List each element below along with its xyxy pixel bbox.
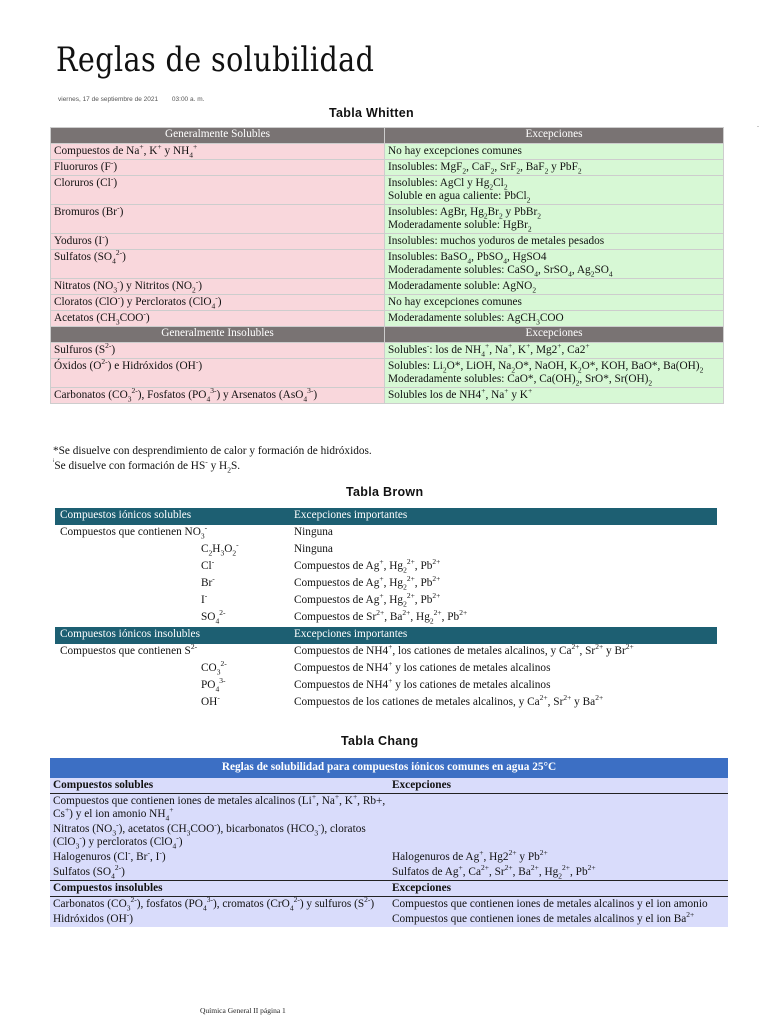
chang-title-row: [50, 758, 728, 778]
whitten-cell: Insolubles: muchos yoduros de metales pesados: [385, 234, 724, 250]
brown-cell: Compuestos de $Sr^{2+}$, $Ba^{2+}$, $Hg_2^{2+}$, $Pb^{2+}$: [294, 608, 468, 626]
whitten-cell: No hay excepciones comunes: [385, 144, 724, 160]
page-footer: Química General II página 1: [200, 1006, 286, 1015]
chang-cell: Hidróxidos (OH-): [53, 910, 134, 925]
margin-dot: .: [757, 120, 759, 129]
note-2: $^{^i}$Se disuelve con formación de HS- y $H_2S$.: [53, 456, 241, 474]
chang-cell: Compuestos que contienen iones de metales alcalinos (Li+, Na+, K+, Rb+, Cs+) y el ion amonio $NH_4^+$: [53, 792, 386, 823]
whitten-cell: Solubles los de NH4+, Na+ y K+: [385, 388, 724, 404]
whitten-cell: Insolubles: BaSO$_4$, PbSO$_4$, HgSO4 Moderadamente solubles: CaSO$_4$, SrSO$_4$, $Ag_2SO_4$: [385, 250, 724, 279]
brown-cell: $CO_3^{2-}$: [201, 659, 227, 677]
chang-solubles-label: Compuestos solubles: [50, 778, 389, 794]
brown-cell: Compuestos de NH4+, los cationes de metales alcalinos, y $Ca^{2+}$, $Sr^{2+}$ y $Br^{2+}$: [294, 642, 634, 657]
chang-cell: Compuestos que contienen iones de metales alcalinos y el ion $Ba^{2+}$: [392, 910, 695, 925]
chang-table: [50, 758, 728, 927]
table-row: [55, 576, 717, 593]
table-row: [55, 593, 717, 610]
whitten-cell: Óxidos $(O^{2-})$ e Hidróxidos (OH-): [51, 359, 385, 388]
table-row: [51, 144, 724, 160]
table-row: [50, 897, 728, 913]
brown-heading: Tabla Brown: [346, 485, 424, 499]
chang-cell: Sulfatos de Ag+, $Ca^{2+}$, $Sr^{2+}$, $Ba^{2+}$, $Hg_2^{2+}$, $Pb^{2+}$: [389, 865, 728, 881]
table-row: [51, 250, 724, 279]
whitten-cell: Insolubles: AgBr, $Hg_2Br_2$ y PbBr$_2$ Moderadamente soluble: HgBr$_2$: [385, 205, 724, 234]
table-row: [55, 678, 717, 695]
table-row: [51, 343, 724, 359]
brown-cell: Ninguna: [294, 543, 333, 555]
whitten-cell: Yoduros (I-): [51, 234, 385, 250]
brown-cell: $SO_4^{2-}$: [201, 608, 226, 626]
page-date: viernes, 17 de septiembre de 2021: [58, 96, 159, 103]
whitten-cell: Insolubles: AgCl y $Hg_2Cl_2$ Soluble en agua caliente: PbCl$_2$: [385, 176, 724, 205]
whitten-cell: Cloruros (Cl-): [51, 176, 385, 205]
table-row: [50, 850, 728, 865]
whitten-header-right: Excepciones: [385, 128, 724, 144]
whitten-header-row: [51, 128, 724, 144]
brown-cell: Compuestos de NH4+ y los cationes de metales alcalinos: [294, 676, 551, 691]
brown-cell: Compuestos que contienen $S^{2-}$: [60, 642, 198, 657]
whitten-header-row-2: [51, 327, 724, 343]
chang-cell: Halogenuros (Cl-, Br-, I-): [53, 848, 166, 863]
chang-cell: Carbonatos $(CO_3^{2-})$, fosfatos $(PO_4^{3-})$, cromatos (CrO$_4^{2-}$) y sulfuros $(S^{2-})$: [53, 895, 375, 913]
table-row: [55, 525, 717, 542]
brown-header-row: [55, 508, 717, 525]
page-title: Reglas de solubilidad: [56, 40, 375, 80]
table-row: [50, 794, 728, 823]
chang-excepciones-label: Excepciones: [389, 778, 728, 794]
chang-cell: [389, 794, 728, 823]
table-row: [55, 661, 717, 678]
brown-table: [55, 508, 717, 712]
table-row: [55, 695, 717, 712]
whitten-cell: Compuestos de Na+, K+ y $NH_4^+$: [51, 144, 385, 160]
chang-subheader-row: [50, 778, 728, 794]
table-row: [51, 311, 724, 327]
whitten-cell: Sulfatos $(SO_4^{2-})$: [51, 250, 385, 279]
chang-excepciones-label-2: Excepciones: [389, 881, 728, 897]
chang-cell: Sulfatos $(SO_4^{2-})$: [50, 865, 389, 881]
whitten-cell: Moderadamente soluble: AgNO$_2$: [385, 279, 724, 295]
whitten-cell: Solubles-: los de $NH_4^+$, Na+, K+, Mg2+, Ca2+: [385, 343, 724, 359]
brown-cell: Br-: [201, 574, 215, 589]
brown-header2-left: Compuestos iónicos insolubles: [55, 627, 289, 644]
brown-cell: Compuestos de Ag+, $Hg_2^{2+}$, $Pb^{2+}$: [294, 557, 441, 575]
brown-cell: Compuestos de Ag+, $Hg_2^{2+}$, $Pb^{2+}$: [294, 574, 441, 592]
chang-heading: Tabla Chang: [341, 734, 419, 748]
brown-cell: Compuestos de Ag+, $Hg_2^{2+}$, $Pb^{2+}$: [294, 591, 441, 609]
table-row: [51, 176, 724, 205]
table-row: [50, 822, 728, 850]
brown-cell: Compuestos que contienen $NO_3^-$: [60, 523, 208, 541]
brown-header-left: Compuestos iónicos solubles: [55, 508, 289, 525]
chang-cell: Halogenuros de Ag+, $Hg2^{2+}$ y $Pb^{2+}$: [392, 848, 548, 863]
whitten-cell: Insolubles: MgF$_2$, CaF$_2$, SrF$_2$, BaF$_2$ y PbF$_2$: [385, 160, 724, 176]
whitten-cell: Carbonatos $(CO_3^{2-})$, Fosfatos $(PO_4^{3-})$ y Arsenatos (AsO$_4^{3-}$): [51, 388, 385, 404]
whitten-heading: Tabla Whitten: [329, 106, 414, 120]
notes: [53, 444, 372, 473]
whitten-cell: Sulfuros $(S^{2-})$: [51, 343, 385, 359]
whitten-cell: No hay excepciones comunes: [385, 295, 724, 311]
table-row: [51, 234, 724, 250]
chang-cell: [389, 822, 728, 850]
table-row: [51, 388, 724, 404]
chang-subheader-row-2: [50, 881, 728, 897]
chang-title: Reglas de solubilidad para compuestos iónicos comunes en agua 25°C: [50, 758, 728, 778]
whitten-header-left: Generalmente Solubles: [51, 128, 385, 144]
table-row: [50, 912, 728, 927]
whitten-cell: Nitratos $(NO_3^-)$ y Nitritos $(NO_2^-)$: [51, 279, 385, 295]
whitten-cell: Solubles: $Li_2O*$, LiOH, $Na_2O*$, NaOH, $K_2O*$, KOH, BaO*, $Ba(OH)_2$ Moderadamente solubles: CaO*, $Ca(OH)_2$, SrO*, $Sr(OH)_2$: [385, 359, 724, 388]
chang-cell: Compuestos que contienen iones de metales alcalinos y el ion amonio: [392, 898, 708, 910]
table-row: [51, 359, 724, 388]
brown-cell: Compuestos de NH4+ y los cationes de metales alcalinos: [294, 659, 551, 674]
whitten-cell: Bromuros (Br-): [51, 205, 385, 234]
table-row: [51, 205, 724, 234]
whitten-header2-left: Generalmente Insolubles: [51, 327, 385, 343]
whitten-cell: Cloratos (ClO-) y Percloratos (ClO$_4$-): [51, 295, 385, 311]
whitten-cell: Moderadamente solubles: AgCH$_3$COO: [385, 311, 724, 327]
brown-header-row-2: [55, 627, 717, 644]
whitten-header2-right: Excepciones: [385, 327, 724, 343]
brown-cell: OH-: [201, 693, 220, 708]
whitten-cell: Fluoruros (F-): [51, 160, 385, 176]
table-row: [55, 644, 717, 661]
brown-cell: $C_2H_3O_2^-$: [201, 540, 239, 558]
chang-insolubles-label: Compuestos insolubles: [50, 881, 389, 897]
date-line: [58, 96, 204, 103]
brown-header-right: Excepciones importantes: [289, 508, 717, 525]
table-row: [55, 559, 717, 576]
brown-header2-right: Excepciones importantes: [289, 627, 717, 644]
whitten-table: [50, 127, 724, 404]
table-row: [55, 610, 717, 627]
chang-cell: Nitratos $(NO_3^-)$, acetatos $(CH_3COO^-)$, bicarbonatos $(HCO_3^-)$, cloratos (ClO$_3$-) y percloratos (ClO$_4$-): [53, 820, 366, 851]
brown-cell: Cl-: [201, 557, 215, 572]
brown-cell: Compuestos de los cationes de metales alcalinos, y $Ca^{2+}$, $Sr^{2+}$ y $Ba^{2+}$: [294, 693, 604, 708]
table-row: [51, 279, 724, 295]
whitten-cell: Acetatos $(CH_3COO^-)$: [51, 311, 385, 327]
table-row: [51, 295, 724, 311]
brown-cell: $PO_4^{3-}$: [201, 676, 226, 694]
note-1: *Se disuelve con desprendimiento de calor y formación de hidróxidos.: [53, 445, 372, 457]
table-row: [50, 865, 728, 881]
brown-cell: I-: [201, 591, 208, 606]
brown-cell: Ninguna: [294, 526, 333, 538]
table-row: [55, 542, 717, 559]
table-row: [51, 160, 724, 176]
page-time: 03:00 a. m.: [171, 96, 205, 103]
